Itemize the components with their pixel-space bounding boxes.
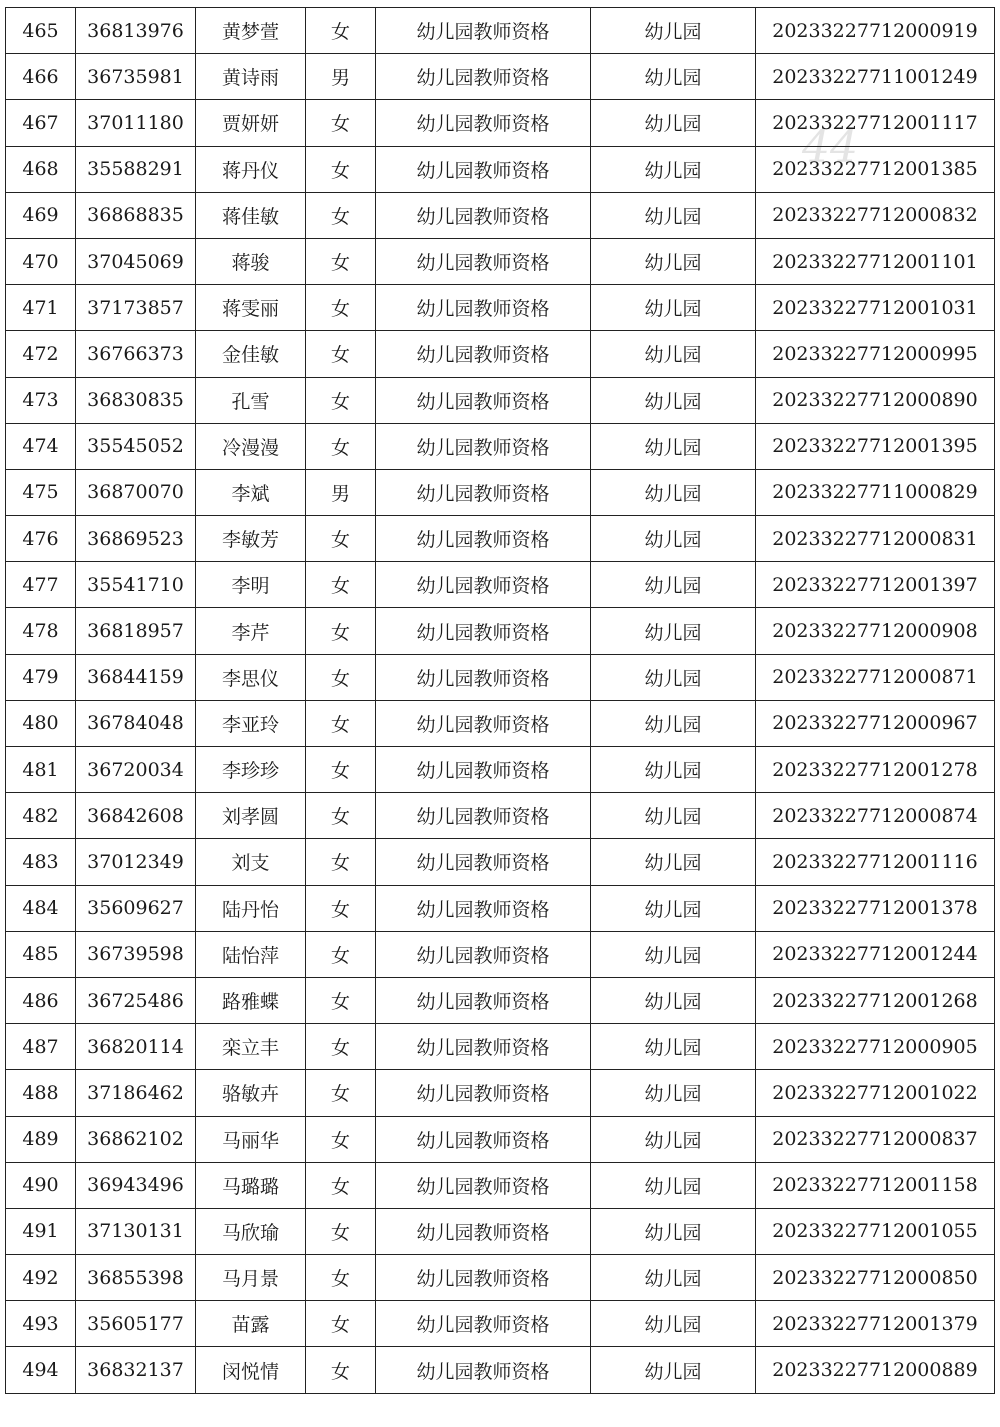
applicant-id-cell: 36739598 [76, 931, 196, 977]
table-row [6, 793, 995, 839]
table-row [6, 1255, 995, 1301]
qualification-cell: 幼儿园教师资格 [376, 1301, 591, 1347]
applicant-id-cell: 37012349 [76, 839, 196, 885]
table-row [6, 562, 995, 608]
certificate-number-cell: 20233227712001278 [756, 747, 995, 793]
row-number-cell: 485 [6, 931, 76, 977]
applicant-name-cell: 陆怡萍 [196, 931, 306, 977]
applicant-name-cell: 李明 [196, 562, 306, 608]
certificate-number-cell: 20233227712001385 [756, 146, 995, 192]
certificate-number-cell: 20233227712001158 [756, 1162, 995, 1208]
row-number-cell: 480 [6, 700, 76, 746]
gender-cell: 女 [306, 793, 376, 839]
table-row [6, 192, 995, 238]
table-row [6, 146, 995, 192]
gender-cell: 女 [306, 747, 376, 793]
row-number-cell: 494 [6, 1347, 76, 1393]
gender-cell: 女 [306, 654, 376, 700]
gender-cell: 女 [306, 100, 376, 146]
applicant-name-cell: 蒋雯丽 [196, 285, 306, 331]
table-row [6, 1301, 995, 1347]
school-level-cell: 幼儿园 [591, 100, 756, 146]
applicant-id-cell: 36855398 [76, 1255, 196, 1301]
certificate-number-cell: 20233227712001031 [756, 285, 995, 331]
qualification-cell: 幼儿园教师资格 [376, 377, 591, 423]
row-number-cell: 472 [6, 331, 76, 377]
gender-cell: 女 [306, 562, 376, 608]
certificate-number-cell: 20233227712000967 [756, 700, 995, 746]
applicant-name-cell: 刘孝圆 [196, 793, 306, 839]
qualification-cell: 幼儿园教师资格 [376, 331, 591, 377]
table-row [6, 377, 995, 423]
school-level-cell: 幼儿园 [591, 931, 756, 977]
school-level-cell: 幼儿园 [591, 839, 756, 885]
applicant-name-cell: 黄梦萱 [196, 8, 306, 54]
school-level-cell: 幼儿园 [591, 700, 756, 746]
row-number-cell: 487 [6, 1024, 76, 1070]
applicant-name-cell: 蒋佳敏 [196, 192, 306, 238]
applicant-name-cell: 李珍珍 [196, 747, 306, 793]
row-number-cell: 467 [6, 100, 76, 146]
qualification-cell: 幼儿园教师资格 [376, 1255, 591, 1301]
gender-cell: 女 [306, 192, 376, 238]
gender-cell: 女 [306, 885, 376, 931]
applicant-name-cell: 李敏芳 [196, 516, 306, 562]
applicant-name-cell: 贾妍妍 [196, 100, 306, 146]
school-level-cell: 幼儿园 [591, 793, 756, 839]
gender-cell: 女 [306, 8, 376, 54]
gender-cell: 女 [306, 1162, 376, 1208]
qualification-cell: 幼儿园教师资格 [376, 192, 591, 238]
applicant-id-cell: 36862102 [76, 1116, 196, 1162]
qualification-cell: 幼儿园教师资格 [376, 1116, 591, 1162]
row-number-cell: 474 [6, 423, 76, 469]
qualification-cell: 幼儿园教师资格 [376, 654, 591, 700]
table-row [6, 238, 995, 284]
row-number-cell: 483 [6, 839, 76, 885]
gender-cell: 男 [306, 469, 376, 515]
row-number-cell: 492 [6, 1255, 76, 1301]
school-level-cell: 幼儿园 [591, 1024, 756, 1070]
qualification-cell: 幼儿园教师资格 [376, 146, 591, 192]
applicant-name-cell: 刘支 [196, 839, 306, 885]
gender-cell: 女 [306, 1024, 376, 1070]
qualification-cell: 幼儿园教师资格 [376, 1024, 591, 1070]
row-number-cell: 486 [6, 977, 76, 1023]
applicant-id-cell: 36720034 [76, 747, 196, 793]
school-level-cell: 幼儿园 [591, 54, 756, 100]
school-level-cell: 幼儿园 [591, 1208, 756, 1254]
school-level-cell: 幼儿园 [591, 654, 756, 700]
certificate-number-cell: 20233227712000890 [756, 377, 995, 423]
gender-cell: 女 [306, 146, 376, 192]
applicant-name-cell: 孔雪 [196, 377, 306, 423]
applicant-name-cell: 马璐璐 [196, 1162, 306, 1208]
qualification-cell: 幼儿园教师资格 [376, 1208, 591, 1254]
school-level-cell: 幼儿园 [591, 1116, 756, 1162]
certificate-number-cell: 20233227712001244 [756, 931, 995, 977]
certificate-number-cell: 20233227712001055 [756, 1208, 995, 1254]
applicant-id-cell: 37130131 [76, 1208, 196, 1254]
applicant-id-cell: 37045069 [76, 238, 196, 284]
certificate-number-cell: 20233227712000874 [756, 793, 995, 839]
certificate-number-cell: 20233227711000829 [756, 469, 995, 515]
school-level-cell: 幼儿园 [591, 423, 756, 469]
row-number-cell: 469 [6, 192, 76, 238]
row-number-cell: 481 [6, 747, 76, 793]
gender-cell: 女 [306, 1255, 376, 1301]
applicant-name-cell: 金佳敏 [196, 331, 306, 377]
certificate-number-cell: 20233227712000919 [756, 8, 995, 54]
certificate-number-cell: 20233227712001101 [756, 238, 995, 284]
school-level-cell: 幼儿园 [591, 8, 756, 54]
certificate-number-cell: 20233227712001022 [756, 1070, 995, 1116]
applicant-name-cell: 蒋丹仪 [196, 146, 306, 192]
applicant-name-cell: 闵悦情 [196, 1347, 306, 1393]
certificate-number-cell: 20233227712000995 [756, 331, 995, 377]
gender-cell: 女 [306, 377, 376, 423]
qualification-cell: 幼儿园教师资格 [376, 1070, 591, 1116]
school-level-cell: 幼儿园 [591, 1070, 756, 1116]
qualification-cell: 幼儿园教师资格 [376, 516, 591, 562]
gender-cell: 女 [306, 1347, 376, 1393]
table-row [6, 285, 995, 331]
gender-cell: 女 [306, 1070, 376, 1116]
applicant-name-cell: 李斌 [196, 469, 306, 515]
table-row [6, 423, 995, 469]
qualification-cell: 幼儿园教师资格 [376, 562, 591, 608]
applicant-name-cell: 马丽华 [196, 1116, 306, 1162]
certificate-number-cell: 20233227712001397 [756, 562, 995, 608]
applicant-id-cell: 36868835 [76, 192, 196, 238]
applicant-id-cell: 36842608 [76, 793, 196, 839]
qualification-cell: 幼儿园教师资格 [376, 1162, 591, 1208]
gender-cell: 女 [306, 516, 376, 562]
applicant-name-cell: 骆敏卉 [196, 1070, 306, 1116]
school-level-cell: 幼儿园 [591, 747, 756, 793]
row-number-cell: 476 [6, 516, 76, 562]
school-level-cell: 幼儿园 [591, 1255, 756, 1301]
table-row [6, 1162, 995, 1208]
applicant-id-cell: 35545052 [76, 423, 196, 469]
row-number-cell: 490 [6, 1162, 76, 1208]
certificate-number-cell: 20233227712000832 [756, 192, 995, 238]
table-row [6, 1347, 995, 1393]
table-row [6, 700, 995, 746]
gender-cell: 女 [306, 285, 376, 331]
qualification-cell: 幼儿园教师资格 [376, 1347, 591, 1393]
gender-cell: 女 [306, 1208, 376, 1254]
school-level-cell: 幼儿园 [591, 146, 756, 192]
applicant-id-cell: 36832137 [76, 1347, 196, 1393]
row-number-cell: 465 [6, 8, 76, 54]
qualification-cell: 幼儿园教师资格 [376, 700, 591, 746]
row-number-cell: 484 [6, 885, 76, 931]
applicant-name-cell: 李亚玲 [196, 700, 306, 746]
applicant-name-cell: 栾立丰 [196, 1024, 306, 1070]
qualification-cell: 幼儿园教师资格 [376, 931, 591, 977]
applicant-id-cell: 35541710 [76, 562, 196, 608]
certificate-number-cell: 20233227712001379 [756, 1301, 995, 1347]
qualification-cell: 幼儿园教师资格 [376, 8, 591, 54]
qualification-cell: 幼儿园教师资格 [376, 977, 591, 1023]
applicant-name-cell: 马月景 [196, 1255, 306, 1301]
applicant-name-cell: 黄诗雨 [196, 54, 306, 100]
certificate-number-cell: 20233227712001378 [756, 885, 995, 931]
applicant-id-cell: 36735981 [76, 54, 196, 100]
certificate-number-cell: 20233227711001249 [756, 54, 995, 100]
table-row [6, 839, 995, 885]
qualification-cell: 幼儿园教师资格 [376, 793, 591, 839]
gender-cell: 女 [306, 977, 376, 1023]
qualification-cell: 幼儿园教师资格 [376, 423, 591, 469]
row-number-cell: 491 [6, 1208, 76, 1254]
table-row [6, 54, 995, 100]
table-row [6, 469, 995, 515]
school-level-cell: 幼儿园 [591, 1162, 756, 1208]
row-number-cell: 489 [6, 1116, 76, 1162]
qualification-cell: 幼儿园教师资格 [376, 100, 591, 146]
applicant-id-cell: 36813976 [76, 8, 196, 54]
applicant-id-cell: 36870070 [76, 469, 196, 515]
applicant-name-cell: 苗露 [196, 1301, 306, 1347]
gender-cell: 女 [306, 1301, 376, 1347]
school-level-cell: 幼儿园 [591, 238, 756, 284]
applicant-name-cell: 马欣瑜 [196, 1208, 306, 1254]
applicant-name-cell: 李芹 [196, 608, 306, 654]
school-level-cell: 幼儿园 [591, 285, 756, 331]
row-number-cell: 478 [6, 608, 76, 654]
table-row [6, 516, 995, 562]
gender-cell: 男 [306, 54, 376, 100]
certificate-number-cell: 20233227712000905 [756, 1024, 995, 1070]
page-number-watermark: 44 [802, 122, 858, 173]
table-row [6, 100, 995, 146]
row-number-cell: 471 [6, 285, 76, 331]
school-level-cell: 幼儿园 [591, 192, 756, 238]
row-number-cell: 477 [6, 562, 76, 608]
school-level-cell: 幼儿园 [591, 469, 756, 515]
gender-cell: 女 [306, 839, 376, 885]
table-row [6, 608, 995, 654]
row-number-cell: 493 [6, 1301, 76, 1347]
certificate-number-cell: 20233227712000837 [756, 1116, 995, 1162]
qualification-cell: 幼儿园教师资格 [376, 839, 591, 885]
table-row [6, 885, 995, 931]
certificate-number-cell: 20233227712000908 [756, 608, 995, 654]
qualification-cell: 幼儿园教师资格 [376, 469, 591, 515]
applicant-id-cell: 37173857 [76, 285, 196, 331]
school-level-cell: 幼儿园 [591, 977, 756, 1023]
applicant-name-cell: 冷漫漫 [196, 423, 306, 469]
gender-cell: 女 [306, 700, 376, 746]
row-number-cell: 468 [6, 146, 76, 192]
table-row [6, 654, 995, 700]
row-number-cell: 466 [6, 54, 76, 100]
applicant-name-cell: 陆丹怡 [196, 885, 306, 931]
applicant-id-cell: 37011180 [76, 100, 196, 146]
table-row [6, 1208, 995, 1254]
table-row [6, 1024, 995, 1070]
table-row [6, 931, 995, 977]
row-number-cell: 482 [6, 793, 76, 839]
school-level-cell: 幼儿园 [591, 1347, 756, 1393]
certificate-number-cell: 20233227712000831 [756, 516, 995, 562]
school-level-cell: 幼儿园 [591, 331, 756, 377]
school-level-cell: 幼儿园 [591, 1301, 756, 1347]
roster-table-body [6, 8, 995, 1394]
school-level-cell: 幼儿园 [591, 562, 756, 608]
applicant-id-cell: 36784048 [76, 700, 196, 746]
row-number-cell: 479 [6, 654, 76, 700]
qualification-cell: 幼儿园教师资格 [376, 608, 591, 654]
table-row [6, 1070, 995, 1116]
applicant-id-cell: 36725486 [76, 977, 196, 1023]
applicant-id-cell: 36820114 [76, 1024, 196, 1070]
applicant-id-cell: 36943496 [76, 1162, 196, 1208]
certificate-number-cell: 20233227712001268 [756, 977, 995, 1023]
gender-cell: 女 [306, 423, 376, 469]
certificate-number-cell: 20233227712001117 [756, 100, 995, 146]
applicant-id-cell: 36830835 [76, 377, 196, 423]
row-number-cell: 470 [6, 238, 76, 284]
applicant-id-cell: 36766373 [76, 331, 196, 377]
row-number-cell: 475 [6, 469, 76, 515]
certificate-number-cell: 20233227712001116 [756, 839, 995, 885]
qualification-cell: 幼儿园教师资格 [376, 285, 591, 331]
table-row [6, 331, 995, 377]
certificate-number-cell: 20233227712000871 [756, 654, 995, 700]
qualification-cell: 幼儿园教师资格 [376, 885, 591, 931]
table-row [6, 8, 995, 54]
applicant-id-cell: 35605177 [76, 1301, 196, 1347]
row-number-cell: 473 [6, 377, 76, 423]
gender-cell: 女 [306, 331, 376, 377]
school-level-cell: 幼儿园 [591, 885, 756, 931]
applicant-name-cell: 李思仪 [196, 654, 306, 700]
roster-table [5, 7, 995, 1394]
school-level-cell: 幼儿园 [591, 608, 756, 654]
school-level-cell: 幼儿园 [591, 516, 756, 562]
school-level-cell: 幼儿园 [591, 377, 756, 423]
table-row [6, 747, 995, 793]
applicant-id-cell: 36818957 [76, 608, 196, 654]
qualification-cell: 幼儿园教师资格 [376, 238, 591, 284]
table-row [6, 1116, 995, 1162]
table-row [6, 977, 995, 1023]
gender-cell: 女 [306, 931, 376, 977]
certificate-number-cell: 20233227712001395 [756, 423, 995, 469]
applicant-id-cell: 37186462 [76, 1070, 196, 1116]
applicant-name-cell: 蒋骏 [196, 238, 306, 284]
applicant-id-cell: 36869523 [76, 516, 196, 562]
applicant-id-cell: 35609627 [76, 885, 196, 931]
row-number-cell: 488 [6, 1070, 76, 1116]
gender-cell: 女 [306, 608, 376, 654]
applicant-id-cell: 35588291 [76, 146, 196, 192]
applicant-id-cell: 36844159 [76, 654, 196, 700]
certificate-number-cell: 20233227712000850 [756, 1255, 995, 1301]
qualification-cell: 幼儿园教师资格 [376, 747, 591, 793]
certificate-number-cell: 20233227712000889 [756, 1347, 995, 1393]
gender-cell: 女 [306, 238, 376, 284]
qualification-cell: 幼儿园教师资格 [376, 54, 591, 100]
applicant-name-cell: 路雅蝶 [196, 977, 306, 1023]
gender-cell: 女 [306, 1116, 376, 1162]
